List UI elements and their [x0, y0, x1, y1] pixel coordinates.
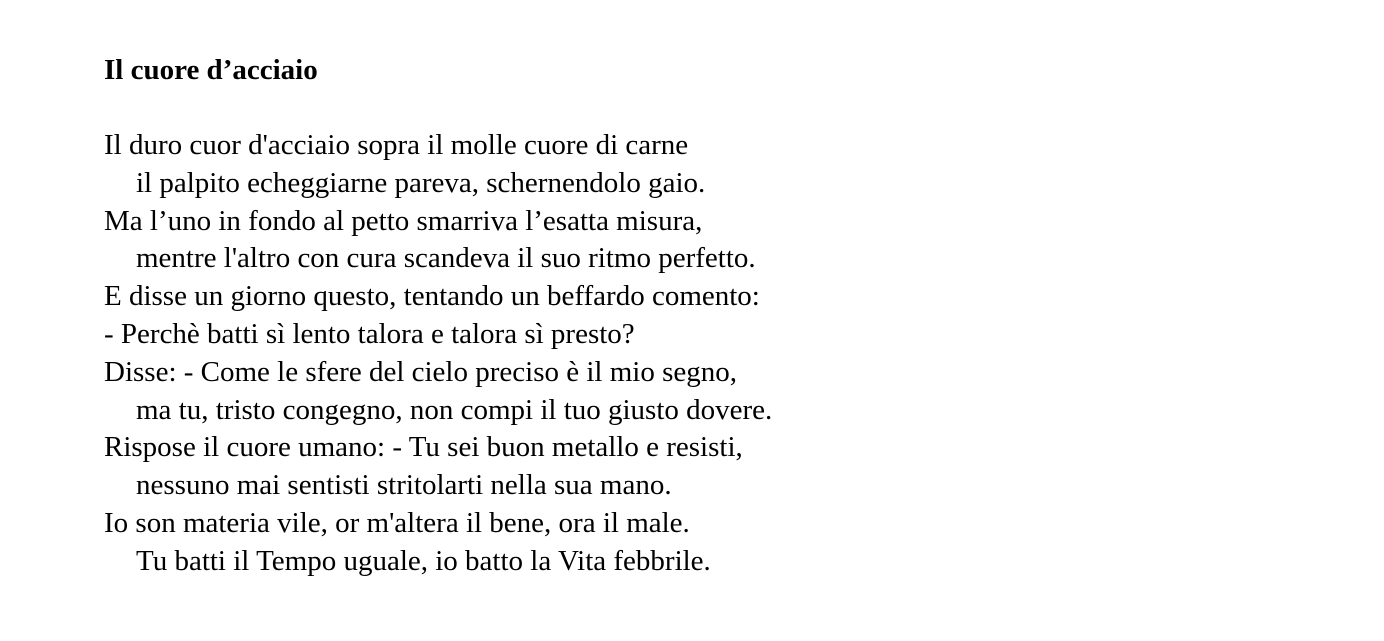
verse-line: E disse un giorno questo, tentando un beffardo comento: [104, 280, 760, 313]
verse-line-indented: mentre l'altro con cura scandeva il suo ritmo perfetto. [136, 242, 756, 275]
poem-title: Il cuore d’acciaio [104, 54, 318, 86]
verse-line: Io son materia vile, or m'altera il bene, ora il male. [104, 506, 690, 539]
poem-body [104, 127, 1304, 581]
verse-line-indented: ma tu, tristo congegno, non compi il tuo giusto dovere. [136, 393, 773, 426]
verse-line-indented: il palpito echeggiarne pareva, schernendolo gaio. [136, 166, 706, 199]
verse-line-indented: Tu batti il Tempo uguale, io batto la Vita febbrile. [136, 544, 711, 577]
verse-line: Il duro cuor d'acciaio sopra il molle cuore di carne [104, 129, 689, 161]
verse-line: - Perchè batti sì lento talora e talora sì presto? [104, 317, 635, 350]
verse-line: Ma l’uno in fondo al petto smarriva l’esatta misura, [104, 204, 703, 237]
verse-line-indented: nessuno mai sentisti stritolarti nella sua mano. [136, 469, 672, 502]
verse-line: Disse: - Come le sfere del cielo preciso è il mio segno, [104, 355, 737, 388]
document-page [104, 52, 1304, 581]
verse-line: Rispose il cuore umano: - Tu sei buon metallo e resisti, [104, 431, 743, 464]
